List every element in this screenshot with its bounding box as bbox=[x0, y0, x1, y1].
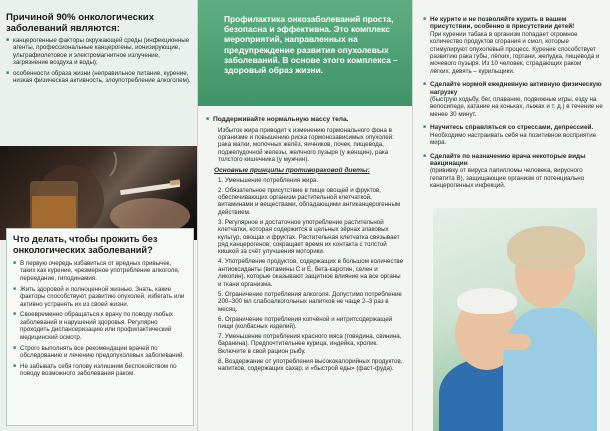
diet-item: 4. Употребление продуктов, содержащих в большом количестве антиоксиданты (витамины С и Е, бета-каротин, селен и ликопин), которые оказывают защитное влияние на все органы и ткани организма. bbox=[218, 258, 404, 288]
woman-arm bbox=[491, 334, 531, 350]
diet-item: 2. Обязательное присутствие в пище овощей и фруктов, обеспечивающих организм растительной клетчаткой, витаминами и веществами, обладающими антиканцерогенным действием. bbox=[218, 186, 401, 216]
diet-section bbox=[198, 116, 412, 375]
diet-item: 3. Регулярное и достаточное употребление растительной клетчатки, которая содержится в цельных зёрнах злаковых культур, овощах и фруктах. Растительная клетчатка связывает ряд канцерогенов, сокращает время их контакта с толстой кишкой за счёт улучшения моторики. bbox=[218, 218, 400, 256]
advice-section bbox=[413, 16, 610, 196]
advice-lead: ■ Не курите и не позволяйте курить в вашем присутствии, особенно в присутствии детей! bbox=[430, 16, 575, 31]
causes-section bbox=[0, 12, 197, 87]
advice-lead: ■ Сделайте нормой ежедневную активную физическую нагрузку bbox=[430, 81, 602, 96]
tip-item: ■ Жить здоровой и полноценной жизнью. Знать, какие факторы способствуют развитию опухолей, избегать или активно устранять их из своей жизни. bbox=[13, 286, 187, 308]
tip-item: ■ В первую очередь избавиться от вредных привычек, таких как курение, чрезмерное употребление алкоголя, переедание, гиподинамия. bbox=[13, 260, 187, 282]
advice-lead: ■ Сделайте по назначению врача некоторые виды вакцинации bbox=[430, 152, 586, 167]
prevention-banner bbox=[198, 0, 412, 106]
tip-item: ■ Своевременно обращаться к врачу по поводу любых заболеваний и нарушений здоровья. Регулярно проходить диспансеризацию или профилактический медицинский осмотр. bbox=[13, 311, 187, 341]
cause-item: ■ канцерогенные факторы окружающей среды (инфекционные агенты, профессиональные канцерогены, ионизирующие, ультрафиолетовое и электромагнитное излучение, загрязнение воздуха и воды); bbox=[6, 37, 191, 67]
smoking-drinking-photo bbox=[0, 146, 197, 240]
prevention-banner-text: Профилактика онкозаболеваний проста, безопасна и эффективна. Это комплекс мероприятий, направленных на предупреждение развития опухолевых заболеваний. В основе этого комплекса – здоровый образ жизни. bbox=[224, 14, 398, 76]
advice-text: (прививку от вируса папилломы человека, вирусного гепатита В), защищающие организм от потенциально канцерогенных инфекций. bbox=[430, 167, 585, 190]
what-to-do-title: Что делать, чтобы прожить без онкологических заболеваний? bbox=[13, 234, 158, 255]
advice-item bbox=[423, 124, 603, 146]
man-hair bbox=[457, 288, 517, 314]
left-panel bbox=[0, 0, 197, 431]
weight-list bbox=[206, 116, 405, 124]
advice-text: (быструю ходьбу, бег, плавание, подвижные игры, езду на велосипеде, катание на коньках, лыжах и т. д.) в течение не менее 30 минут. bbox=[430, 96, 603, 118]
woman-hair bbox=[507, 226, 585, 270]
advice-text: При курении табака в организм попадает огромное количество продуктов сгорания и смол, которые стимулируют опухолевый процесс. Курение способствует развитию рака губы, лёгких, гортани, желудка, пищевода и мочевого пузыря. Из 10 человек, страдающих раком лёгких, девять – курильщики. bbox=[430, 30, 600, 75]
advice-list bbox=[423, 16, 603, 190]
cause-item: ■ особенности образа жизни (неправильное питание, курение, низкая физическая активность, злоупотребление алкоголем). bbox=[6, 70, 191, 85]
tip-item: ■ Не забывать себя голову излишним беспокойством по поводу возможного заболевания раком. bbox=[13, 363, 187, 378]
diet-item: 1. Уменьшение потребления жира. bbox=[218, 176, 319, 184]
diet-title: Основные принципы противораковой диеты: bbox=[214, 166, 370, 174]
woman-shirt bbox=[503, 308, 597, 431]
advice-item bbox=[423, 81, 603, 118]
what-to-do-box bbox=[6, 228, 194, 426]
advice-item bbox=[423, 153, 603, 190]
diet-item: 5. Ограничение потребления алкоголя. Допустимо потребление 200–300 мл слабоалкогольных напитков не чаще 2–3 раз в месяц. bbox=[218, 290, 402, 313]
diet-item: 6. Ограничение потребления копчёной и нитритсодержащей пищи (колбасных изделий). bbox=[218, 315, 393, 330]
middle-panel bbox=[197, 0, 412, 431]
advice-item bbox=[423, 16, 603, 75]
diet-item: 8. Воздержание от употребления высококалорийных продуктов, напитков, содержащих сахар, и «быстрой еды» (фаст-фуда). bbox=[218, 357, 403, 373]
advice-text: Необходимо настраивать себя на позитивное восприятие мира. bbox=[430, 131, 597, 147]
diet-item: 7. Уменьшение потребления красного мяса (говядина, свинина, баранина). Предпочтительнее курица, индейка, кролик. Включите в свой рацион рыбу. bbox=[218, 332, 402, 355]
tip-item: ■ Строго выполнять все рекомендации врачей по обследованию и лечению предопухолевых заболеваний. bbox=[13, 345, 187, 360]
causes-title: Причиной 90% онкологических заболеваний являются: bbox=[6, 12, 155, 34]
tips-list bbox=[13, 260, 187, 378]
advice-lead: ■ Научитесь справляться со стрессами, депрессией. bbox=[430, 124, 594, 132]
weight-text: Избыток жира приводит к изменению гормонального фона в организме и повышению риска гормонозависимых опухолей: рака матки, молочных желёз, яичников, почек, пищевода, поджелудочной железы, желчного пузыря (у женщин), рака толстого кишечника (у мужчин). bbox=[218, 126, 394, 164]
right-panel bbox=[412, 0, 610, 431]
happy-couple-photo bbox=[433, 208, 597, 431]
photo-illustration bbox=[0, 146, 197, 240]
weight-lead: ■ Поддерживайте нормальную массу тела. bbox=[206, 116, 405, 124]
causes-list bbox=[6, 37, 191, 84]
